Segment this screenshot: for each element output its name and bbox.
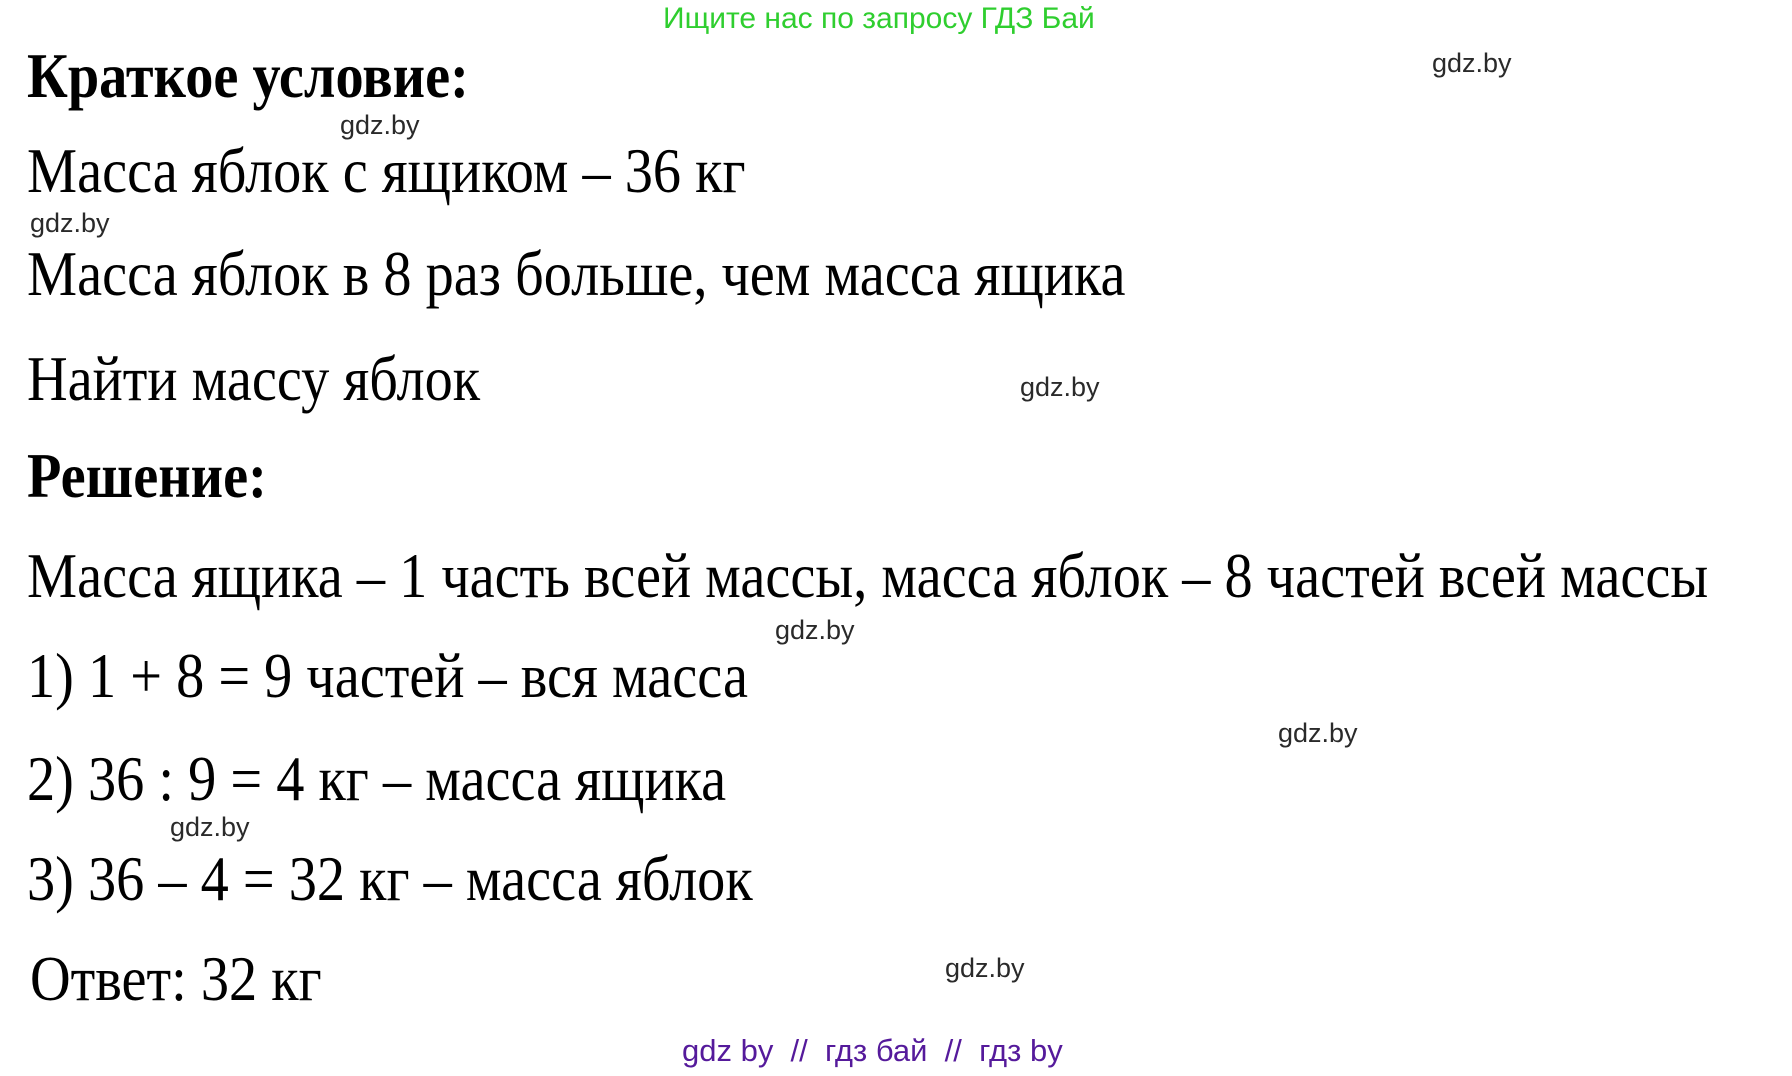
gdz-watermark: gdz.by xyxy=(30,208,110,238)
solution-step: 3) 36 – 4 = 32 кг – масса яблок xyxy=(27,843,753,914)
gdz-watermark: gdz.by xyxy=(170,812,250,842)
solution-intro: Масса ящика – 1 часть всей массы, масса яблок – 8 частей всей массы xyxy=(27,540,1709,611)
gdz-watermark: gdz.by xyxy=(340,110,420,140)
footer-links: gdz by // гдз бай // гдз by xyxy=(682,1033,1063,1068)
gdz-watermark: gdz.by xyxy=(1432,48,1512,78)
condition-line: Масса яблок с ящиком – 36 кг xyxy=(27,135,746,206)
gdz-watermark: gdz.by xyxy=(775,615,855,645)
solution-heading: Решение: xyxy=(27,440,267,511)
condition-line: Масса яблок в 8 раз больше, чем масса ящика xyxy=(27,238,1126,309)
promo-banner: Ищите нас по запросу ГДЗ Бай xyxy=(663,2,1095,35)
gdz-watermark: gdz.by xyxy=(945,953,1025,983)
answer-line: Ответ: 32 кг xyxy=(30,943,322,1014)
solution-step: 1) 1 + 8 = 9 частей – вся масса xyxy=(27,640,748,711)
gdz-watermark: gdz.by xyxy=(1278,718,1358,748)
condition-line: Найти массу яблок xyxy=(27,343,481,414)
solution-step: 2) 36 : 9 = 4 кг – масса ящика xyxy=(27,743,727,814)
condition-heading: Краткое условие: xyxy=(27,40,469,111)
gdz-watermark: gdz.by xyxy=(1020,372,1100,402)
